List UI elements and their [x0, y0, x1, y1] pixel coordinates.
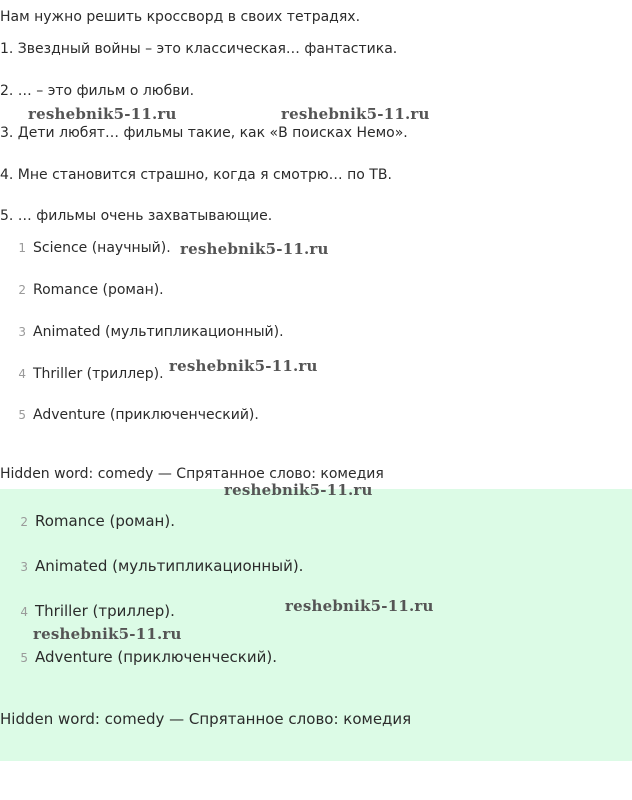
list-number: 5: [20, 651, 28, 665]
list-item: [16, 602, 175, 621]
watermark-text: reshebnik5-11.ru: [169, 357, 318, 375]
list-number: 3: [18, 325, 26, 339]
list-item: [16, 557, 303, 576]
list-item-text: Romance (роман).: [33, 282, 164, 298]
hidden-word-text: Hidden word: comedy — Спрятанное слово: комедия: [0, 466, 384, 482]
list-number: 1: [18, 241, 26, 255]
watermark-text: reshebnik5-11.ru: [281, 105, 430, 123]
list-number: 5: [18, 408, 26, 422]
list-item-text: Adventure (приключенческий).: [33, 407, 259, 423]
list-item-text: Animated (мультипликационный).: [33, 324, 284, 340]
list-item: [14, 406, 259, 424]
watermark-text: reshebnik5-11.ru: [224, 481, 373, 499]
sentence-5: 5. … фильмы очень захватывающие.: [0, 208, 273, 224]
list-number: 4: [18, 367, 26, 381]
sentence-1: 1. Звездный войны – это классическая… фантастика.: [0, 41, 398, 57]
list-item: [14, 281, 164, 299]
watermark-text: reshebnik5-11.ru: [285, 597, 434, 615]
sentence-3: 3. Дети любят… фильмы такие, как «В поисках Немо».: [0, 125, 408, 141]
list-number: 2: [18, 283, 26, 297]
watermark-text: reshebnik5-11.ru: [28, 105, 177, 123]
list-number: 2: [20, 515, 28, 529]
sentence-4: 4. Мне становится страшно, когда я смотрю… по ТВ.: [0, 167, 392, 183]
list-item-text: Science (научный).: [33, 240, 171, 256]
sentence-2: 2. … – это фильм о любви.: [0, 83, 195, 99]
list-item: [14, 323, 284, 341]
list-item-text: Animated (мультипликационный).: [35, 557, 304, 575]
list-number: 4: [20, 605, 28, 619]
list-item-text: Romance (роман).: [35, 512, 175, 530]
list-item-text: Adventure (приключенческий).: [35, 648, 277, 666]
list-number: 3: [20, 560, 28, 574]
list-item: [16, 512, 175, 531]
list-item: [16, 648, 277, 667]
watermark-text: reshebnik5-11.ru: [180, 240, 329, 258]
list-item: [14, 239, 171, 257]
watermark-text: reshebnik5-11.ru: [33, 625, 182, 643]
list-item: [14, 365, 164, 383]
intro-text: Нам нужно решить кроссворд в своих тетрадях.: [0, 9, 361, 25]
list-item-text: Thriller (триллер).: [33, 366, 164, 382]
hidden-word-text-highlighted: Hidden word: comedy — Спрятанное слово: комедия: [0, 710, 412, 728]
list-item-text: Thriller (триллер).: [35, 602, 175, 620]
